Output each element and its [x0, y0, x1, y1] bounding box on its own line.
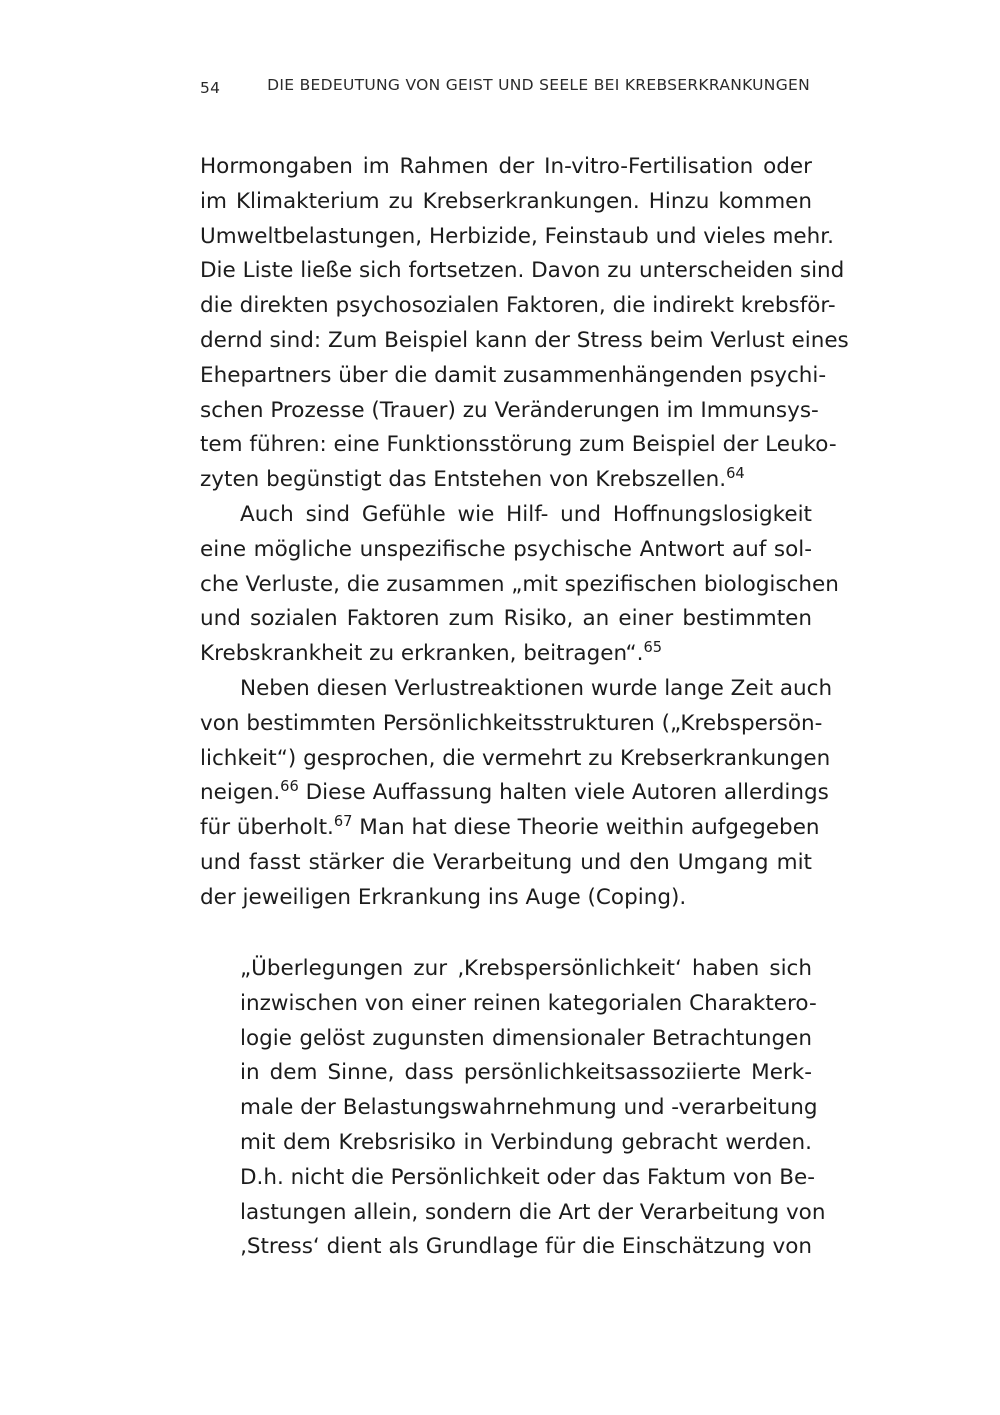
text-line: im Klimakterium zu Krebserkrankungen. Hinzu kommen: [200, 188, 812, 214]
text-fragment: zyten begünstigt das Entstehen von Krebszellen.: [200, 467, 727, 493]
footnote-marker: 66: [280, 778, 299, 796]
footnote-marker: 65: [643, 639, 663, 657]
text-line: der jeweiligen Erkrankung ins Auge (Coping).: [200, 884, 687, 910]
text-line: [200, 811, 820, 846]
running-title: DIE BEDEUTUNG VON GEIST UND SEELE BEI KREBSERKRANKUNGEN: [267, 76, 810, 94]
text-line: tem führen: eine Funktionsstörung zum Beispiel der Leuko-: [200, 432, 837, 458]
paragraph: [200, 150, 849, 498]
quote-line: logie gelöst zugunsten dimensionaler Betrachtungen: [240, 1025, 812, 1051]
text-line: [200, 637, 812, 672]
quote-line: D.h. nicht die Persönlichkeit oder das Faktum von Be-: [240, 1164, 815, 1190]
text-line: und fasst stärker die Verarbeitung und den Umgang mit: [200, 849, 812, 875]
quote-line: in dem Sinne, dass persönlichkeitsassoziierte Merk-: [240, 1060, 812, 1086]
quote-line: „Überlegungen zur ‚Krebspersönlichkeit‘ haben sich: [240, 956, 812, 981]
text-line: lichkeit“) gesprochen, die vermehrt zu Krebserkrankungen: [200, 745, 831, 771]
text-fragment: neigen.: [200, 780, 281, 806]
text-line: Die Liste ließe sich fortsetzen. Davon zu unterscheiden sind: [200, 258, 845, 284]
text-fragment: Krebskrankheit zu erkranken, beitragen“.: [200, 641, 644, 667]
text-line: die direkten psychosozialen Faktoren, die indirekt krebsför-: [200, 293, 836, 319]
quote-line: inzwischen von einer reinen kategorialen Charaktero-: [240, 990, 817, 1016]
text-line: schen Prozesse (Trauer) zu Veränderungen im Immunsys-: [200, 397, 819, 423]
text-line: eine mögliche unspezifische psychische Antwort auf sol-: [200, 536, 812, 562]
text-line: che Verluste, die zusammen „mit spezifischen biologischen: [200, 571, 839, 597]
paragraph: [200, 672, 833, 916]
text-fragment: für überholt.: [200, 815, 334, 841]
main-text: [200, 150, 849, 916]
quote-line: lastungen allein, sondern die Art der Verarbeitung von: [240, 1199, 826, 1225]
text-line: Auch sind Gefühle wie Hilf- und Hoffnungslosigkeit: [240, 501, 812, 527]
paragraph: [200, 498, 839, 672]
text-line: [200, 776, 829, 811]
text-line: von bestimmten Persönlichkeitsstrukturen („Krebspersön-: [200, 710, 823, 736]
footnote-marker: 64: [726, 465, 745, 483]
text-line: Ehepartners über die damit zusammenhängenden psychi-: [200, 362, 827, 388]
text-fragment: Diese Auffassung halten viele Autoren allerdings: [298, 780, 829, 806]
text-line: Umweltbelastungen, Herbizide, Feinstaub und vieles mehr.: [200, 223, 834, 249]
quote-line: mit dem Krebsrisiko in Verbindung gebracht werden.: [240, 1129, 812, 1155]
quote-line: male der Belastungswahrnehmung und -verarbeitung: [240, 1095, 818, 1121]
block-quote: [240, 952, 826, 1265]
text-line: Hormongaben im Rahmen der In-vitro-Fertilisation oder: [200, 154, 812, 179]
text-line: Neben diesen Verlustreaktionen wurde lange Zeit auch: [240, 675, 833, 701]
text-line: und sozialen Faktoren zum Risiko, an einer bestimmten: [200, 606, 812, 632]
page-number: 54: [200, 79, 221, 97]
text-line: [200, 463, 812, 498]
running-header: [200, 76, 810, 100]
footnote-marker: 67: [333, 813, 353, 831]
text-fragment: Man hat diese Theorie weithin aufgegeben: [352, 815, 820, 841]
text-line: dernd sind: Zum Beispiel kann der Stress beim Verlust eines: [200, 327, 849, 353]
quote-line: ‚Stress‘ dient als Grundlage für die Einschätzung von: [240, 1234, 812, 1260]
